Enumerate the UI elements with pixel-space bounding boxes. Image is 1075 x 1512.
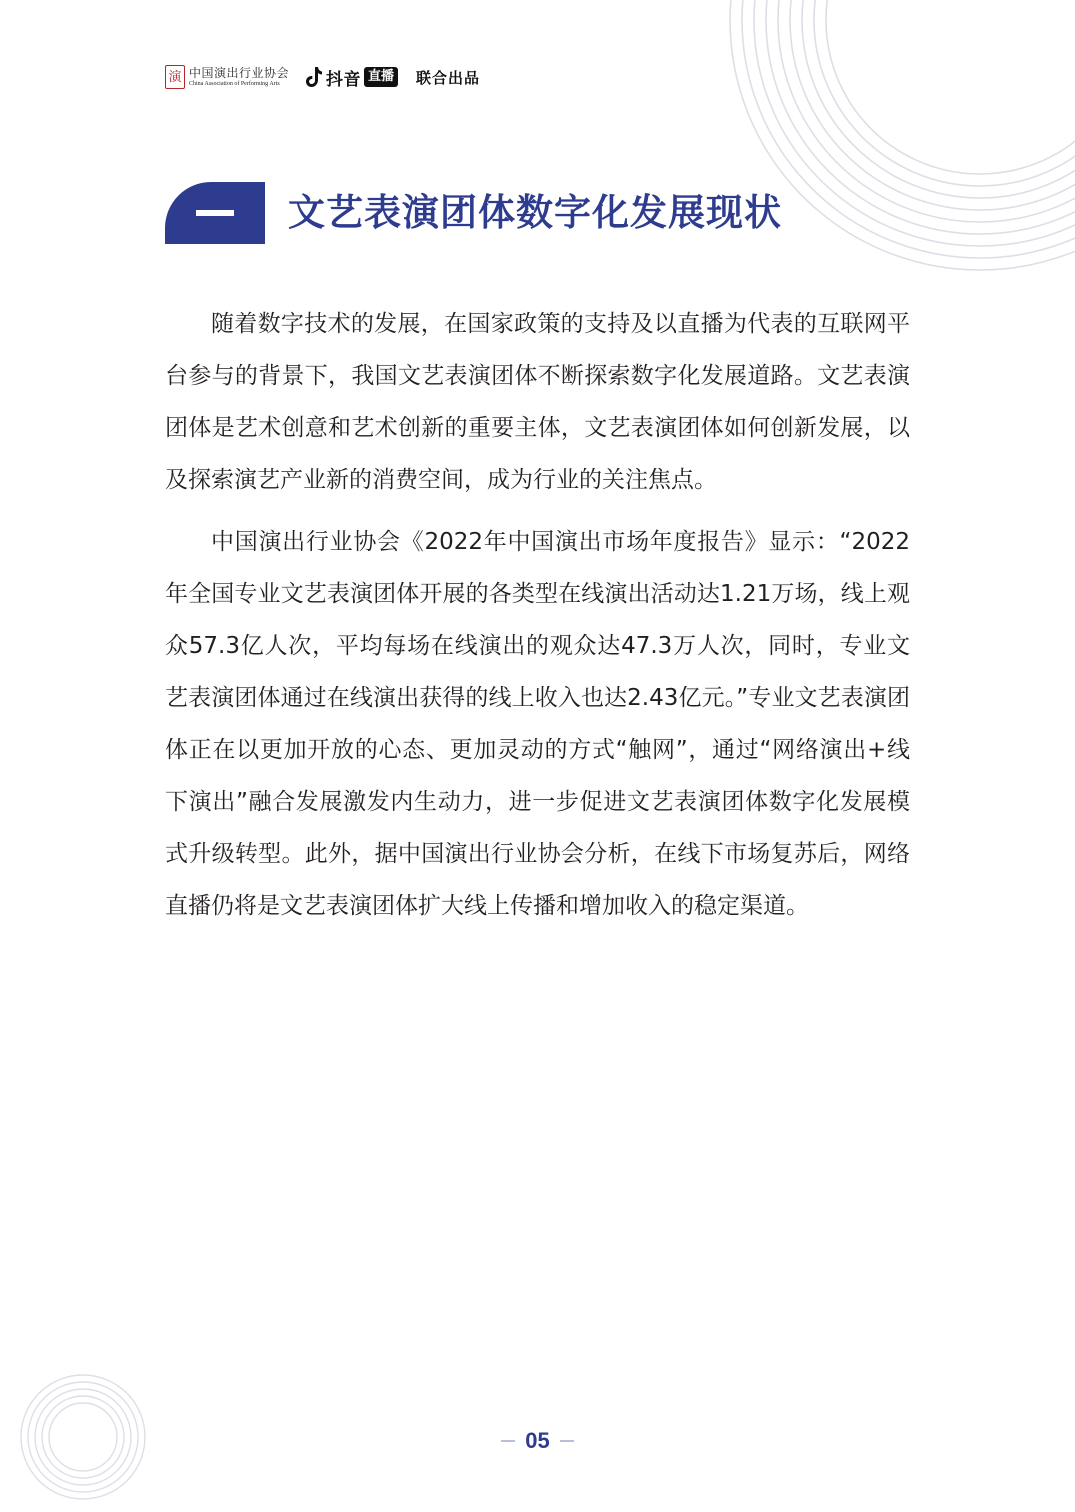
header-logos bbox=[165, 62, 480, 92]
douyin-note-icon bbox=[305, 66, 323, 88]
section-title: 文艺表演团体数字化发展现状 bbox=[288, 191, 782, 234]
live-badge: 直播 bbox=[364, 67, 398, 87]
paragraph-2: 中国演出行业协会《2022年中国演出市场年度报告》显示：“2022年全国专业文艺表演团体开展的各类型在线演出活动达1.21万场，线上观众57.3亿人次，平均每场在线演出的观众达47.3万人次，同时，专业文艺表演团体通过在线演出获得的线上收入也达2.43亿元。”专业文艺表演团体正在以更加开放的心态、更加灵动的方式“触网”，通过“网络演出+线下演出”融合发展激发内生动力，进一步促进文艺表演团体数字化发展模式升级转型。此外，据中国演出行业协会分析，在线下市场复苏后，网络直播仍将是文艺表演团体扩大线上传播和增加收入的稳定渠道。 bbox=[165, 529, 910, 919]
section-number-one-bar bbox=[196, 210, 234, 216]
body-content bbox=[165, 298, 910, 932]
douyin-live-logo bbox=[305, 65, 398, 90]
page-number-dash-left bbox=[501, 1440, 515, 1442]
page-number-dash-right bbox=[560, 1440, 574, 1442]
section-number-badge bbox=[165, 182, 265, 244]
association-logo-text bbox=[189, 67, 289, 87]
seal-char: 演 bbox=[168, 69, 182, 85]
page-number-digits: 05 bbox=[525, 1428, 550, 1453]
paragraph-1: 随着数字技术的发展，在国家政策的支持及以直播为代表的互联网平台参与的背景下，我国文艺表演团体不断探索数字化发展道路。文艺表演团体是艺术创意和艺术创新的重要主体，文艺表演团体如何创新发展，以及探索演艺产业新的消费空间，成为行业的关注焦点。 bbox=[165, 311, 910, 493]
association-seal-icon bbox=[165, 65, 185, 89]
douyin-name: 抖音 bbox=[326, 69, 362, 90]
joint-production-label: 联合出品 bbox=[416, 68, 481, 87]
page-number bbox=[0, 1428, 1075, 1454]
association-name-en: China Association of Performing Arts bbox=[189, 81, 280, 87]
association-name-cn: 中国演出行业协会 bbox=[189, 66, 290, 80]
decorative-circles-top-right bbox=[720, 0, 1075, 280]
